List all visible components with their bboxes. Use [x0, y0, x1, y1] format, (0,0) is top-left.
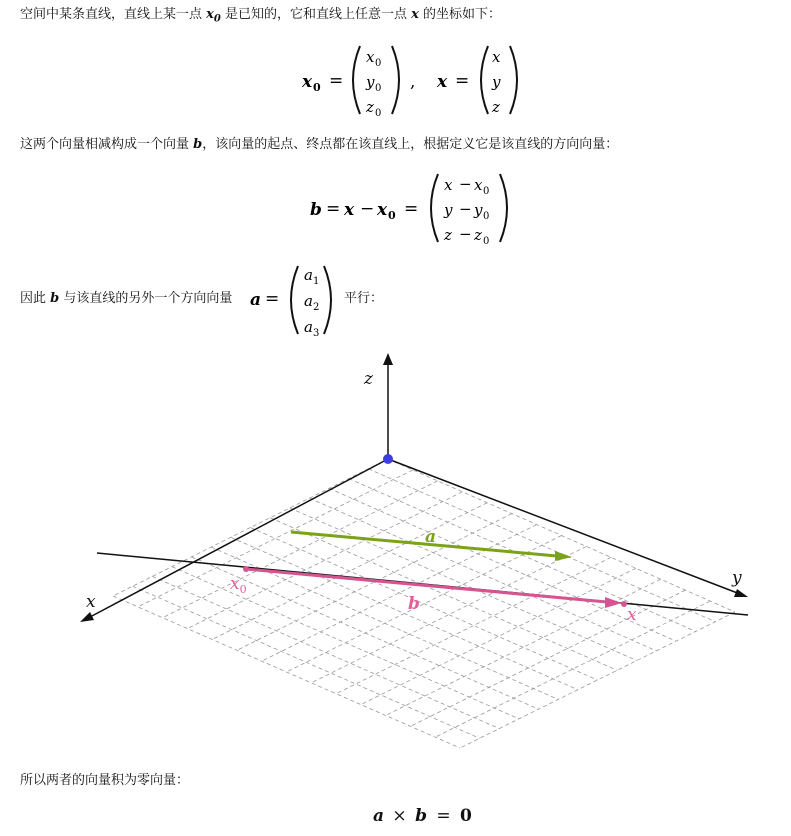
eq1-left-paren-1: [353, 46, 360, 114]
svg-text:a: a: [304, 266, 313, 284]
svg-text:−: −: [459, 175, 472, 193]
eq2-left-paren: [431, 174, 438, 242]
equation-cross-product: a × b = 0: [373, 806, 472, 826]
grid-line: [270, 518, 617, 671]
svg-text:−: −: [459, 225, 472, 243]
z-axis-label: z: [364, 369, 373, 389]
equation-b-definition: [308, 170, 518, 246]
vector-b: b: [193, 137, 203, 152]
svg-text:b: b: [310, 200, 322, 220]
svg-text:z: z: [474, 226, 482, 244]
svg-text:0: 0: [375, 108, 382, 118]
eq1-lhs-x: x: [437, 72, 448, 92]
grid-line: [251, 528, 598, 681]
vector-a-arrowhead: [555, 551, 572, 561]
equation-coordinates: [300, 42, 530, 118]
svg-text:0: 0: [483, 236, 490, 246]
svg-text:=: =: [265, 289, 280, 309]
paragraph-parallel-suffix: 平行：: [344, 291, 384, 306]
svg-text:2: 2: [313, 302, 320, 313]
paragraph-known-point: 空间中某条直线，直线上某一点 $x_0$ 是已知的，它和直线上任意一点 x 的坐标如下：: [20, 7, 502, 25]
svg-text:0: 0: [375, 58, 382, 69]
svg-text:0: 0: [388, 209, 396, 222]
eq1-right-paren-1: [392, 46, 399, 114]
grid-line: [311, 546, 586, 682]
svg-text:=: =: [455, 71, 470, 91]
grid-line: [152, 576, 499, 728]
svg-text:0: 0: [313, 81, 321, 94]
grid-line: [113, 596, 460, 748]
eq2-right-paren: [500, 174, 507, 242]
paragraph-difference-vector: 这两个向量相减构成一个向量 b，该向量的起点、终点都在该直线上，根据定义它是该直线的方向向量：: [20, 137, 619, 152]
svg-text:a: a: [250, 290, 262, 310]
svg-text:y: y: [444, 201, 453, 219]
vector-a-label: a: [425, 527, 437, 547]
y-axis-arrowhead: [734, 589, 748, 597]
svg-text:x: x: [444, 176, 453, 194]
svg-text:0: 0: [375, 83, 382, 94]
y-axis: [388, 459, 740, 594]
svg-text:−: −: [459, 200, 472, 218]
point-x0: [243, 566, 249, 572]
svg-text:=: =: [329, 71, 344, 91]
y-axis-label: y: [732, 568, 742, 588]
grid-line: [133, 586, 480, 738]
svg-text:3: 3: [313, 328, 320, 338]
point-x-label: x: [627, 605, 637, 625]
vector-b-arrow: [246, 569, 607, 602]
paragraph-cross-product: 所以两者的向量积为零向量：: [20, 773, 190, 788]
svg-text:x: x: [474, 176, 483, 194]
svg-text:y: y: [474, 201, 483, 219]
origin-point: [383, 454, 393, 464]
svg-text:=: =: [326, 199, 341, 219]
svg-text:y: y: [366, 73, 375, 91]
svg-text:x: x: [344, 200, 355, 220]
eq1-lhs-x0: x: [302, 72, 313, 92]
x-axis-label: x: [86, 592, 96, 612]
eq1-right-paren-2: [510, 46, 517, 114]
svg-text:a: a: [304, 318, 313, 336]
eq1-left-paren-2: [481, 46, 488, 114]
vector-b-label: b: [408, 594, 420, 614]
grid-line: [290, 508, 637, 661]
vector-x0: $x_0$: [206, 7, 221, 25]
grid-line: [163, 481, 438, 618]
svg-text:,: ,: [410, 72, 416, 92]
svg-text:a: a: [304, 292, 313, 310]
svg-text:x: x: [366, 48, 375, 66]
point-x0-label: $x_0$: [230, 574, 247, 596]
z-axis-arrowhead: [383, 353, 393, 365]
grid-line: [361, 568, 636, 704]
grid-line: [336, 557, 611, 693]
svg-text:y: y: [492, 73, 501, 91]
svg-text:0: 0: [483, 186, 490, 197]
grid-line: [231, 537, 578, 689]
svg-text:1: 1: [313, 276, 320, 287]
line-vector-diagram: [0, 345, 791, 765]
svg-text:−: −: [360, 199, 375, 219]
x-axis-arrowhead: [80, 612, 94, 622]
vector-a-components: [248, 262, 340, 338]
svg-text:x: x: [492, 48, 501, 66]
svg-text:0: 0: [483, 211, 490, 222]
axes: [80, 353, 748, 622]
vector-x: x: [411, 7, 419, 22]
svg-text:z: z: [444, 226, 452, 244]
paragraph-parallel: 因此 b 与该直线的另外一个方向向量: [20, 291, 233, 306]
svg-text:z: z: [492, 98, 500, 116]
grid-line: [187, 492, 462, 629]
xy-plane-grid: [113, 459, 735, 748]
svg-text:=: =: [404, 199, 419, 219]
svg-text:z: z: [366, 98, 374, 116]
vector-b-arrowhead: [605, 597, 622, 608]
svg-text:x: x: [377, 200, 388, 220]
